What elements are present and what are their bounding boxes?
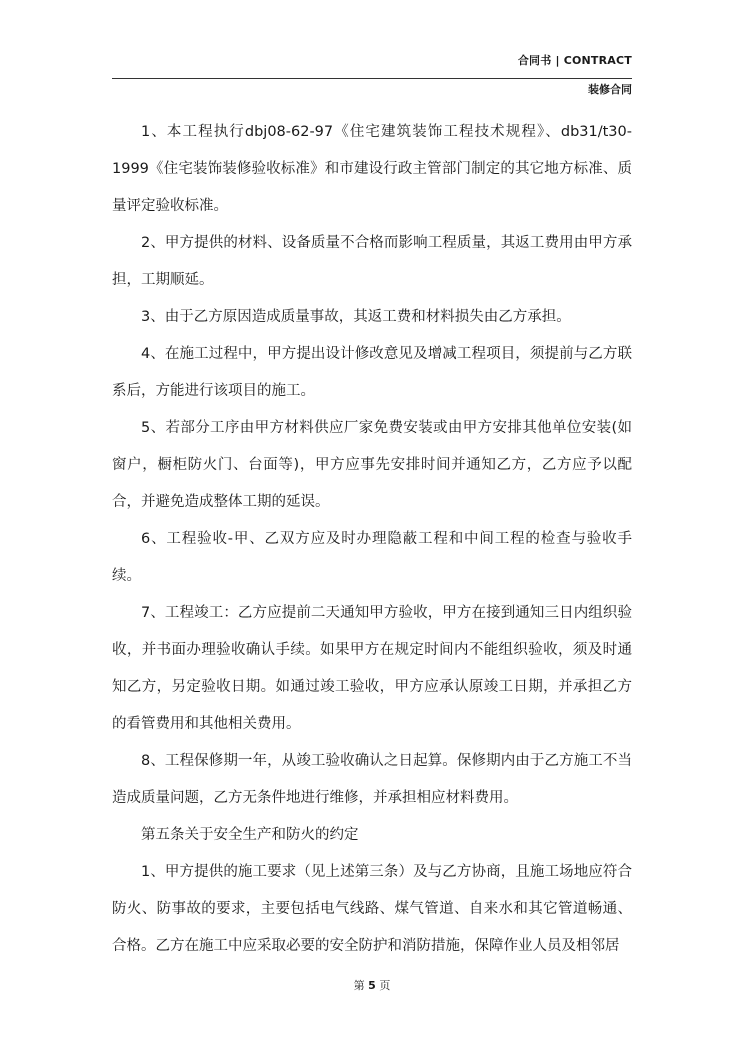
document-body: [112, 114, 632, 965]
page-footer: [0, 978, 744, 994]
paragraph-6: 6、工程验收-甲、乙双方应及时办理隐蔽工程和中间工程的检查与验收手续。: [112, 531, 632, 584]
footer-suffix: 页: [379, 979, 391, 992]
paragraph-9: 1、甲方提供的施工要求（见上述第三条）及与乙方协商，且施工场地应符合防火、防事故的要求，主要包括电气线路、煤气管道、自来水和其它管道畅通、合格。乙方在施工中应采取必要的安全防护和消防措施，保障作业人员及相邻居: [112, 864, 632, 954]
paragraph-2: 2、甲方提供的材料、设备质量不合格而影响工程质量，其返工费用由甲方承担，工期顺延。: [112, 235, 632, 288]
header-divider: [112, 78, 632, 79]
footer-prefix: 第: [353, 979, 365, 992]
paragraph-7: 7、工程竣工：乙方应提前二天通知甲方验收，甲方在接到通知三日内组织验收，并书面办理验收确认手续。如果甲方在规定时间内不能组织验收，须及时通知乙方，另定验收日期。如通过竣工验收，甲方应承认原竣工日期，并承担乙方的看管费用和其他相关费用。: [112, 605, 632, 732]
section-heading: 第五条关于安全生产和防火的约定: [141, 827, 359, 843]
header-title: 合同书 | CONTRACT: [517, 54, 632, 67]
paragraph-5: 5、若部分工序由甲方材料供应厂家免费安装或由甲方安排其他单位安装(如窗户，橱柜防火门、台面等)，甲方应事先安排时间并通知乙方，乙方应予以配合，并避免造成整体工期的延误。: [112, 420, 632, 510]
page-header: [112, 52, 632, 97]
paragraph-4: 4、在施工过程中，甲方提出设计修改意见及增减工程项目，须提前与乙方联系后，方能进行该项目的施工。: [112, 346, 632, 399]
paragraph-1: 1、本工程执行dbj08-62-97《住宅建筑装饰工程技术规程》、db31/t30-1999《住宅装饰装修验收标准》和市建设行政主管部门制定的其它地方标准、质量评定验收标准。: [112, 124, 632, 214]
header-subtitle: 装修合同: [588, 83, 632, 96]
paragraph-3: 3、由于乙方原因造成质量事故，其返工费和材料损失由乙方承担。: [141, 309, 571, 325]
page-number: 5: [368, 979, 376, 992]
paragraph-8: 8、工程保修期一年，从竣工验收确认之日起算。保修期内由于乙方施工不当造成质量问题，乙方无条件地进行维修，并承担相应材料费用。: [112, 753, 632, 806]
